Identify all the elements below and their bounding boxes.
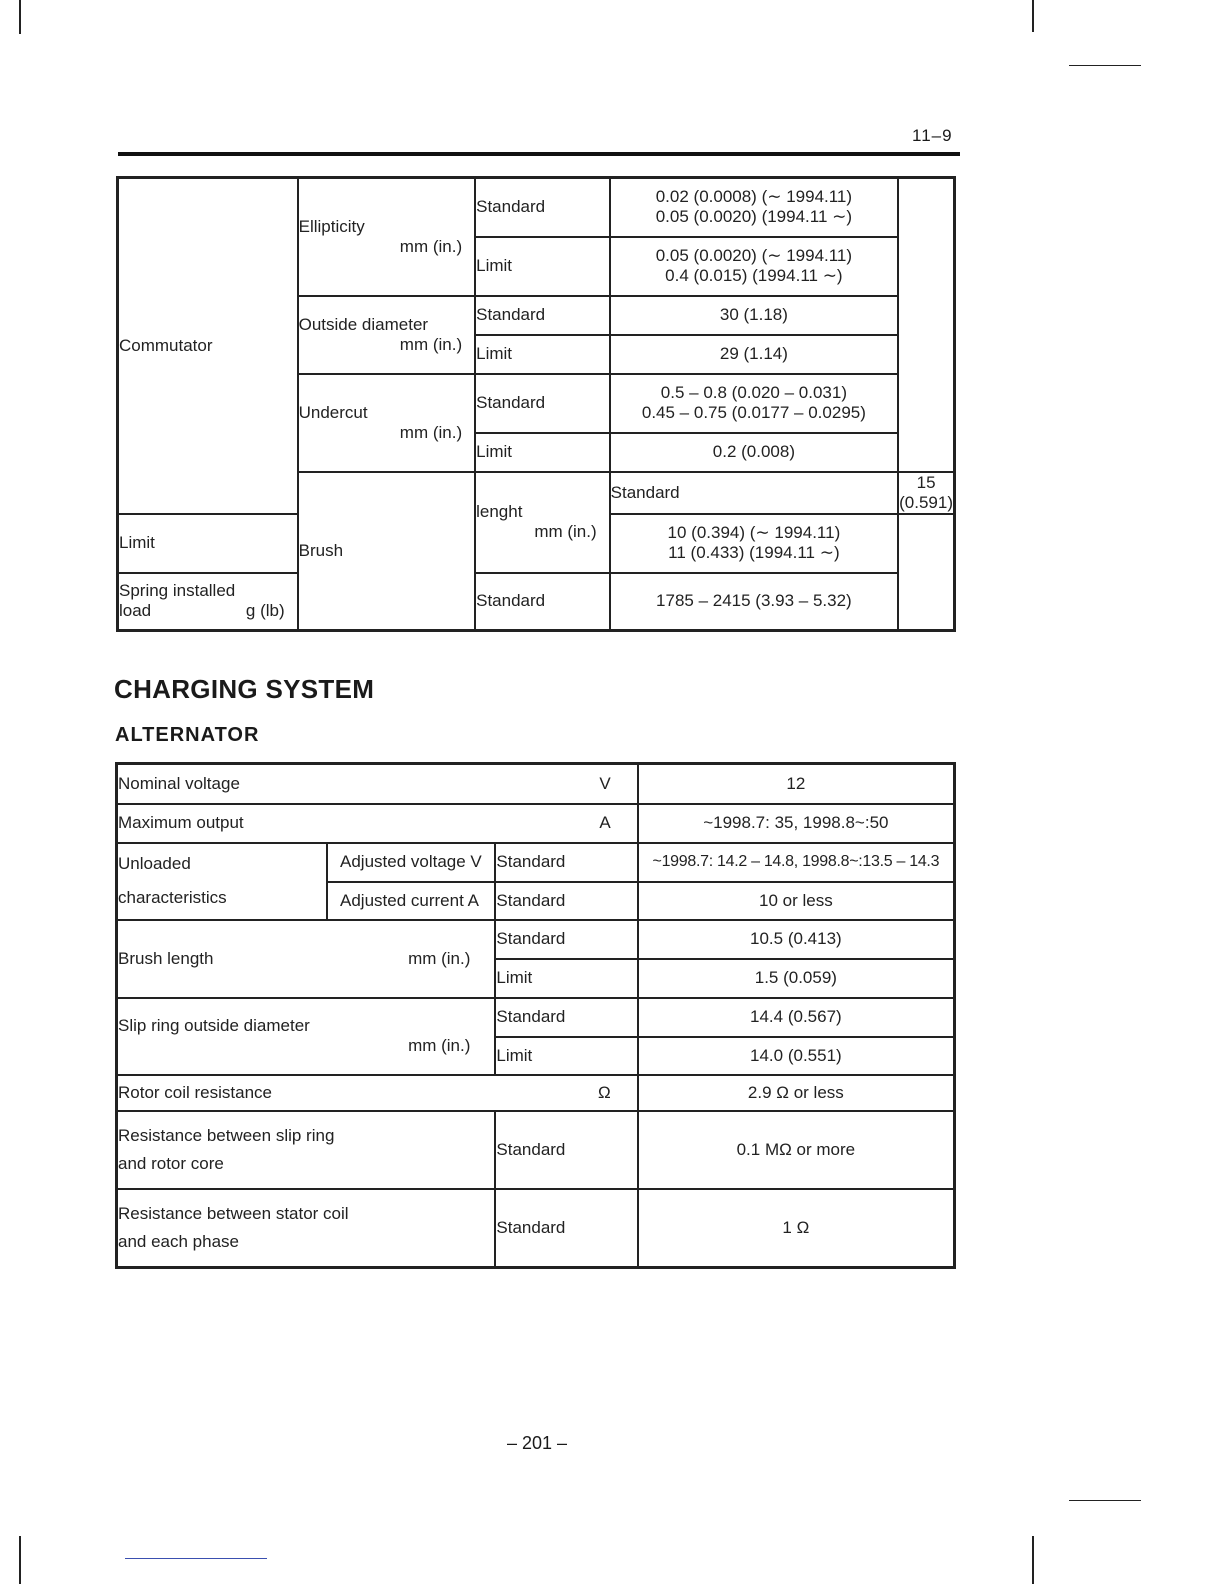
rotor-coil-value: 2.9 Ω or less (638, 1075, 955, 1111)
stator-coil-value: 1 Ω (638, 1189, 955, 1268)
undercut-cell (298, 374, 475, 472)
table-row (117, 1075, 955, 1111)
ellipticity-cell (298, 178, 475, 296)
maximum-output-unit: A (599, 813, 611, 832)
margin-rule-bottom-right (1069, 1500, 1141, 1501)
nominal-voltage-unit: V (599, 773, 611, 793)
slip-ring-rotor-label-line2: and rotor core (118, 1153, 224, 1173)
spring-load-label-line1: Spring installed (119, 581, 236, 601)
rotor-coil-cell (117, 1075, 638, 1111)
standard-label: Standard (610, 472, 899, 514)
limit-label: Limit (475, 237, 610, 296)
table-row (117, 1111, 955, 1189)
adjusted-current-label: Adjusted current A (327, 882, 495, 920)
standard-label: Standard (475, 296, 610, 335)
limit-label: Limit (495, 959, 637, 998)
standard-label: Standard (495, 843, 637, 882)
brush-length-standard-value: 15 (0.591) (899, 472, 954, 512)
section-title: CHARGING SYSTEM (114, 674, 375, 704)
slip-ring-diameter-unit: mm (in.) (408, 1036, 471, 1055)
spring-load-standard-value: 1785 – 2415 (3.93 – 5.32) (610, 573, 899, 631)
undercut-standard-value (610, 374, 899, 433)
adjusted-current-value: 10 or less (638, 882, 955, 920)
ellipticity-unit: mm (in.) (399, 236, 463, 256)
limit-label: Limit (118, 514, 298, 573)
outside-diameter-limit-value: 29 (1.14) (610, 335, 899, 374)
adjusted-voltage-label: Adjusted voltage V (327, 843, 495, 882)
section-page-number: 11–9 (912, 126, 953, 145)
unloaded-label-line1: Unloaded (118, 854, 191, 873)
nominal-voltage-value: 12 (638, 764, 955, 804)
standard-label: Standard (475, 178, 610, 237)
limit-label: Limit (475, 433, 610, 472)
label-unit-row (118, 813, 637, 833)
slip-ring-rotor-label-line1: Resistance between slip ring (118, 1125, 335, 1145)
outside-diameter-label: Outside diameter (298, 314, 429, 334)
value-line: 0.05 (0.0020) (∼ 1994.11) (655, 246, 853, 265)
brush-label: Brush (298, 472, 475, 631)
outside-diameter-cell (298, 296, 475, 374)
maximum-output-label: Maximum output (118, 813, 244, 832)
commutator-label: Commutator (118, 178, 298, 514)
outside-diameter-standard-value: 30 (1.18) (610, 296, 899, 335)
spring-load-cell (118, 573, 298, 631)
table-row (117, 1189, 955, 1268)
label-unit-row (118, 949, 494, 969)
value-line: 10 (0.394) (∼ 1994.11) (667, 523, 841, 542)
value-line: 0.5 – 0.8 (0.020 – 0.031) (660, 383, 847, 402)
standard-label: Standard (475, 374, 610, 433)
rotor-coil-label: Rotor coil resistance (118, 1082, 273, 1102)
table-row (117, 843, 955, 882)
table-row (117, 920, 955, 959)
label-unit-row (118, 774, 637, 794)
standard-label: Standard (475, 573, 610, 631)
stator-coil-cell (117, 1189, 496, 1268)
standard-label: Standard (495, 882, 637, 920)
standard-label: Standard (495, 1111, 637, 1189)
brush-length-label: Brush length (118, 948, 214, 968)
label-unit-row (118, 1083, 637, 1103)
slip-ring-rotor-cell (117, 1111, 496, 1189)
slip-ring-standard-value: 14.4 (0.567) (638, 998, 955, 1037)
stator-coil-label-line1: Resistance between stator coil (118, 1203, 349, 1223)
brush-length-limit-value: 1.5 (0.059) (638, 959, 955, 998)
table-row (118, 573, 955, 631)
limit-label: Limit (475, 335, 610, 374)
maximum-output-value: ~1998.7: 35, 1998.8~:50 (638, 804, 955, 843)
brush-length-standard-value: 10.5 (0.413) (638, 920, 955, 959)
margin-rule-bottom-left (125, 1558, 267, 1559)
stator-coil-label-line2: and each phase (118, 1231, 239, 1251)
spring-load-label-line2 (119, 601, 297, 621)
unloaded-label-line2: characteristics (118, 888, 227, 907)
standard-label: Standard (495, 920, 637, 959)
ellipticity-label: Ellipticity (298, 216, 365, 236)
crop-mark-top-left (19, 0, 21, 34)
value-line: 0.4 (0.015) (1994.11 ∼) (665, 266, 843, 285)
table-row (117, 764, 955, 804)
header-rule (118, 152, 960, 156)
brush-length-cell (117, 920, 496, 998)
limit-label: Limit (495, 1037, 637, 1075)
margin-rule-top-right (1069, 65, 1141, 66)
slip-ring-rotor-value: 0.1 MΩ or more (638, 1111, 955, 1189)
outside-diameter-unit: mm (in.) (399, 334, 463, 354)
commutator-brush-spec-table (116, 176, 956, 632)
nominal-voltage-label: Nominal voltage (118, 773, 240, 793)
standard-label: Standard (495, 1189, 637, 1268)
adjusted-voltage-value: ~1998.7: 14.2 – 14.8, 1998.8~:13.5 – 14.3 (638, 843, 955, 882)
standard-label: Standard (495, 998, 637, 1037)
crop-mark-top-right (1032, 0, 1034, 32)
unloaded-characteristics-cell (117, 843, 328, 920)
undercut-limit-value: 0.2 (0.008) (610, 433, 899, 472)
nominal-voltage-cell (117, 764, 638, 804)
slip-ring-limit-value: 14.0 (0.551) (638, 1037, 955, 1075)
spring-load-unit: g (lb) (245, 601, 285, 621)
maximum-output-cell (117, 804, 638, 843)
brush-length-limit-value (610, 514, 899, 573)
spring-load-label: load (119, 601, 152, 621)
brush-length-cell (475, 472, 610, 573)
undercut-label: Undercut (298, 402, 368, 422)
page-number: – 201 – (506, 1433, 568, 1453)
ellipticity-limit-value (610, 237, 899, 296)
ellipticity-standard-value (610, 178, 899, 237)
slip-ring-diameter-cell (117, 998, 496, 1075)
table-row (117, 804, 955, 843)
table-row (118, 178, 955, 237)
undercut-unit: mm (in.) (399, 422, 463, 442)
value-line: 0.45 – 0.75 (0.0177 – 0.0295) (641, 403, 866, 422)
slip-ring-diameter-label: Slip ring outside diameter (118, 1016, 310, 1035)
brush-length-label: lenght (476, 502, 523, 521)
brush-length-unit: mm (in.) (534, 522, 597, 541)
rotor-coil-unit: Ω (598, 1082, 611, 1102)
value-line: 0.02 (0.0008) (∼ 1994.11) (655, 187, 853, 207)
value-line: 11 (0.433) (1994.11 ∼) (668, 543, 840, 562)
brush-length-unit: mm (in.) (408, 948, 471, 968)
crop-mark-bottom-left (19, 1536, 21, 1584)
crop-mark-bottom-right (1032, 1536, 1034, 1584)
subsection-title: ALTERNATOR (115, 724, 260, 746)
value-line: 0.05 (0.0020) (1994.11 ∼) (655, 207, 853, 227)
table-row (117, 998, 955, 1037)
alternator-spec-table (115, 762, 956, 1269)
